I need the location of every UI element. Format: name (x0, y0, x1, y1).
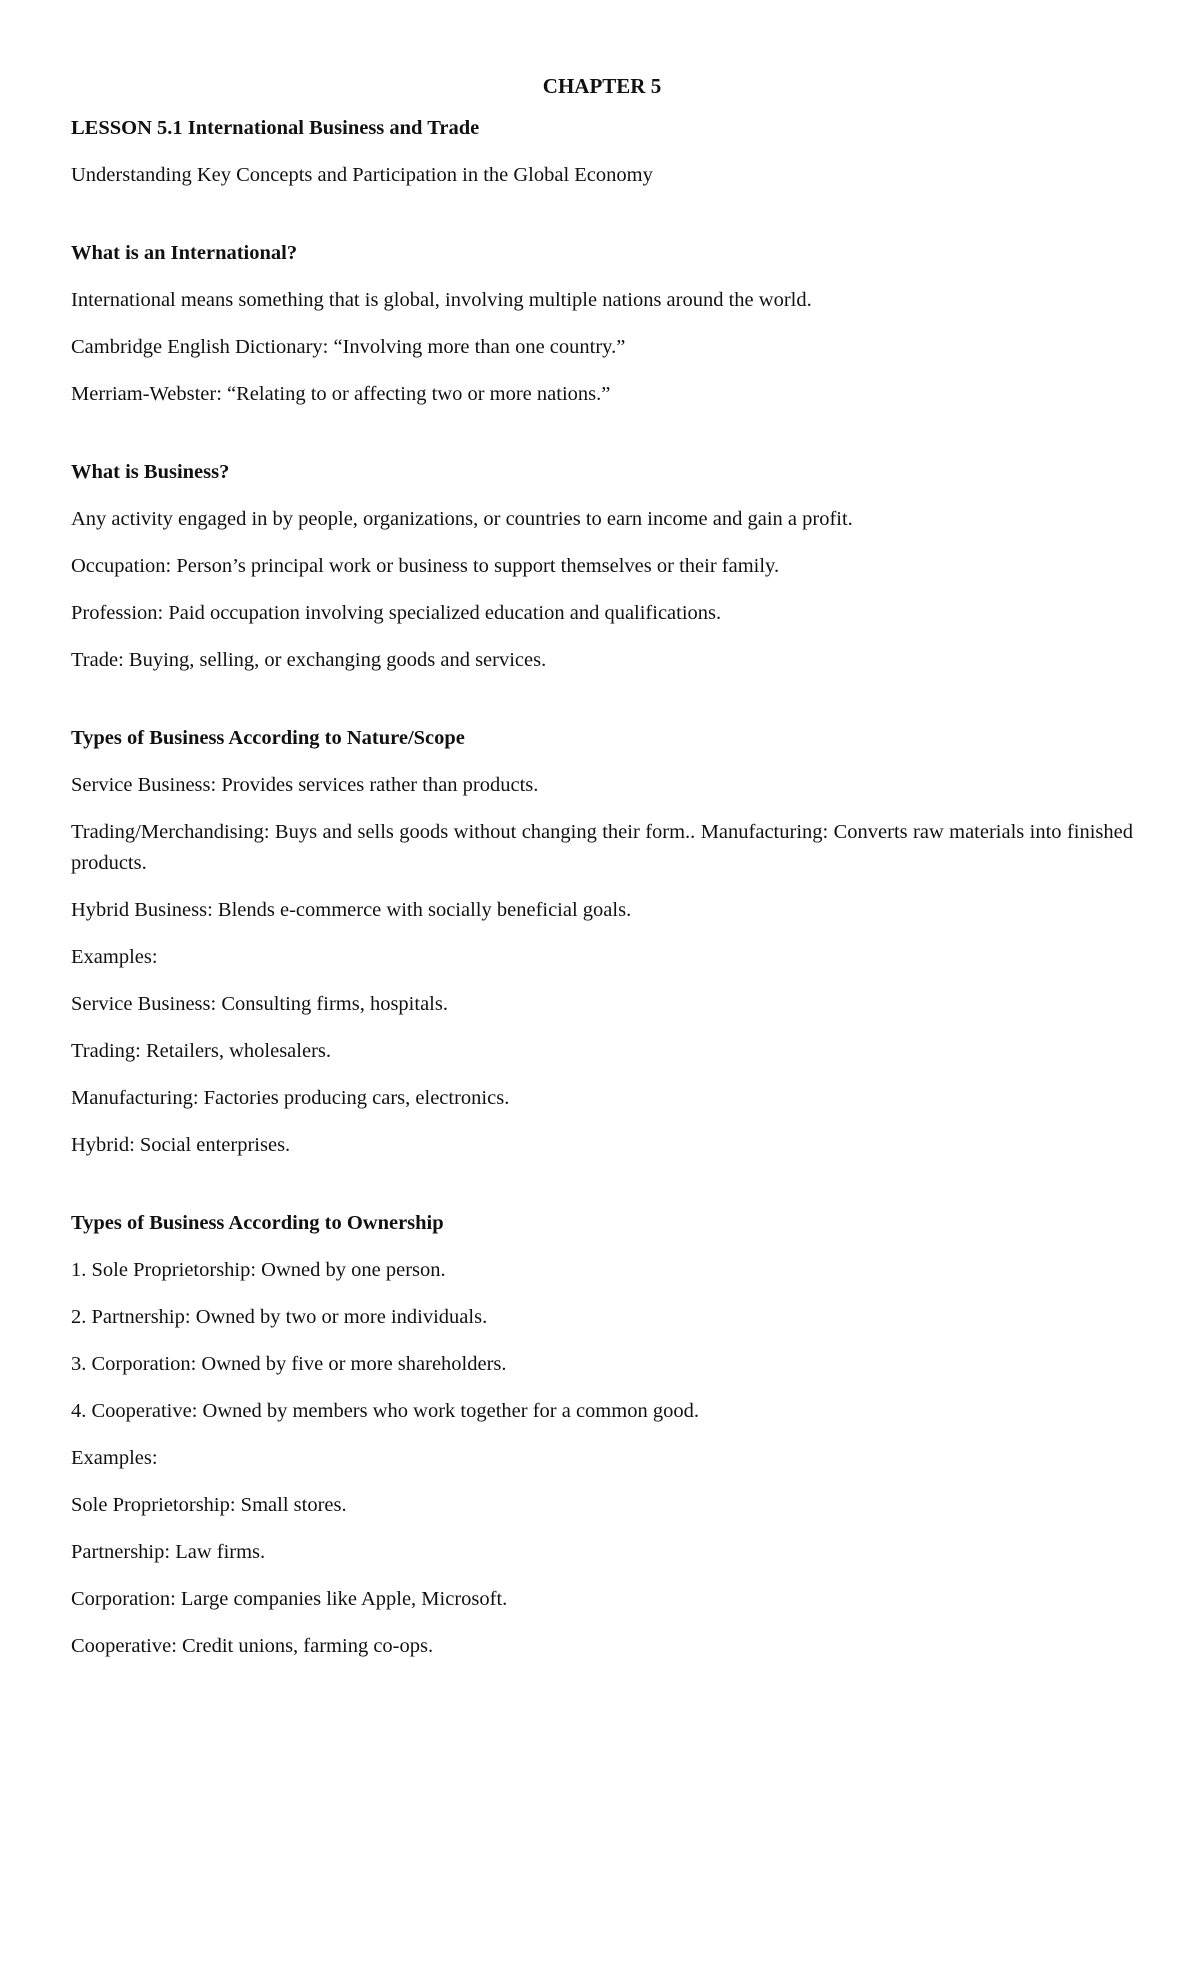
paragraph: Trading/Merchandising: Buys and sells goods without changing their form.. Manufacturing: Converts raw materials into finished products. (71, 821, 1133, 874)
paragraph: Trade: Buying, selling, or exchanging goods and services. (71, 649, 547, 671)
paragraph: Examples: (71, 946, 158, 968)
section-heading-ownership: Types of Business According to Ownership (71, 1212, 444, 1234)
paragraph: Service Business: Provides services rather than products. (71, 774, 539, 796)
lesson-title: LESSON 5.1 International Business and Trade (71, 117, 480, 139)
paragraph: Partnership: Law firms. (71, 1541, 266, 1563)
paragraph: Trading: Retailers, wholesalers. (71, 1040, 332, 1062)
paragraph: Any activity engaged in by people, organizations, or countries to earn income and gain a profit. (71, 508, 853, 530)
list-item: 3. Corporation: Owned by five or more shareholders. (71, 1353, 507, 1375)
paragraph: Sole Proprietorship: Small stores. (71, 1494, 347, 1516)
paragraph: Examples: (71, 1447, 158, 1469)
list-item: 4. Cooperative: Owned by members who work together for a common good. (71, 1400, 699, 1422)
paragraph: Hybrid Business: Blends e-commerce with socially beneficial goals. (71, 899, 632, 921)
section-heading-business: What is Business? (71, 461, 230, 483)
section-ownership (71, 1208, 1133, 1662)
paragraph: International means something that is global, involving multiple nations around the world. (71, 289, 812, 311)
paragraph: Hybrid: Social enterprises. (71, 1134, 291, 1156)
paragraph: Cambridge English Dictionary: “Involving more than one country.” (71, 336, 626, 358)
chapter-title: CHAPTER 5 (542, 74, 662, 98)
section-heading-nature-scope: Types of Business According to Nature/Scope (71, 727, 465, 749)
list-item: 2. Partnership: Owned by two or more individuals. (71, 1306, 488, 1328)
paragraph: Service Business: Consulting firms, hospitals. (71, 993, 448, 1015)
section-international (71, 238, 1133, 410)
paragraph: Corporation: Large companies like Apple, Microsoft. (71, 1588, 508, 1610)
paragraph: Merriam-Webster: “Relating to or affecting two or more nations.” (71, 383, 611, 405)
paragraph: Cooperative: Credit unions, farming co-ops. (71, 1635, 434, 1657)
paragraph: Manufacturing: Factories producing cars, electronics. (71, 1087, 510, 1109)
list-item: 1. Sole Proprietorship: Owned by one person. (71, 1259, 446, 1281)
document-page (71, 66, 1133, 1678)
paragraph: Profession: Paid occupation involving specialized education and qualifications. (71, 602, 722, 624)
section-heading-international: What is an International? (71, 242, 298, 264)
section-business (71, 457, 1133, 676)
lesson-subtitle: Understanding Key Concepts and Participation in the Global Economy (71, 164, 653, 186)
paragraph: Occupation: Person’s principal work or business to support themselves or their family. (71, 555, 780, 577)
section-nature-scope (71, 723, 1133, 1161)
